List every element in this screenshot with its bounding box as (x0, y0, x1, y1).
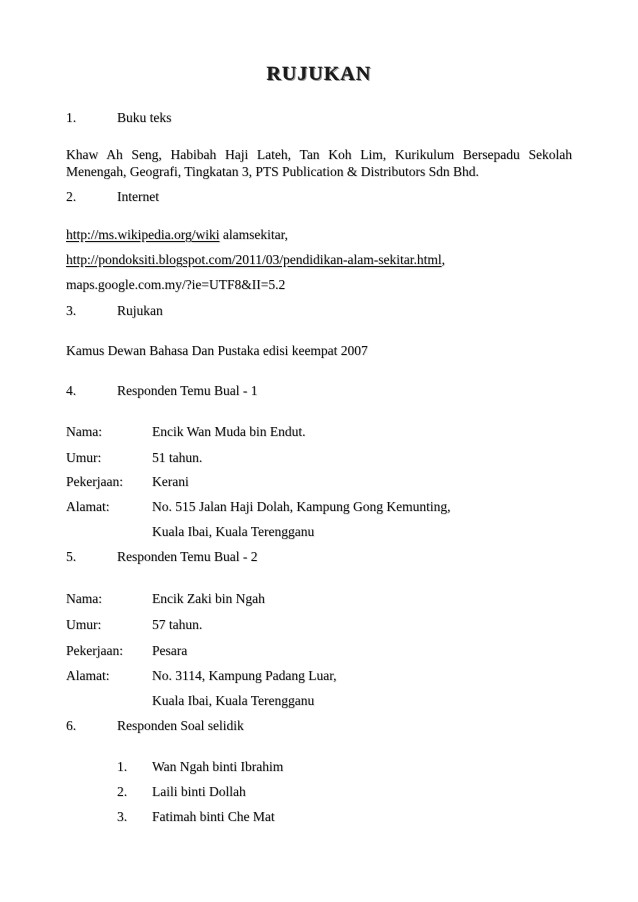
field-value-address: No. 515 Jalan Haji Dolah, Kampung Gong Kemunting, (152, 499, 451, 514)
section-heading-interview-2: Responden Temu Bual - 2 (117, 549, 258, 564)
field-label-occupation: Pekerjaan: (66, 474, 123, 489)
respondent-name: Fatimah binti Che Mat (152, 809, 275, 824)
respondent-name: Wan Ngah binti Ibrahim (152, 759, 284, 774)
respondent-name: Laili binti Dollah (152, 784, 246, 799)
section-heading-textbook: Buku teks (117, 110, 172, 125)
field-label-address: Alamat: (66, 668, 110, 683)
field-value-name: Encik Zaki bin Ngah (152, 591, 265, 606)
field-label-age: Umur: (66, 450, 102, 465)
field-label-name: Nama: (66, 591, 102, 606)
respondent-number: 2. (117, 784, 128, 799)
field-value-age: 51 tahun. (152, 450, 203, 465)
wikipedia-link[interactable]: http://ms.wikipedia.org/wiki (66, 227, 220, 242)
page-title: RUJUKAN (266, 63, 372, 85)
textbook-citation-line-2: Menengah, Geografi, Tingkatan 3, PTS Publication & Distributors Sdn Bhd. (66, 164, 479, 179)
section-number-interview-1: 4. (66, 383, 77, 398)
section-heading-internet: Internet (117, 189, 159, 204)
field-value-occupation: Pesara (152, 643, 188, 658)
field-value-name: Encik Wan Muda bin Endut. (152, 424, 306, 439)
respondent-number: 1. (117, 759, 128, 774)
section-number-internet: 2. (66, 189, 77, 204)
field-label-age: Umur: (66, 617, 102, 632)
internet-entry-maps: maps.google.com.my/?ie=UTF8&II=5.2 (66, 277, 286, 292)
field-label-address: Alamat: (66, 499, 110, 514)
internet-entry-text: alamsekitar, (219, 227, 288, 242)
section-number-reference: 3. (66, 303, 77, 318)
section-heading-interview-1: Responden Temu Bual - 1 (117, 383, 258, 398)
field-value-occupation: Kerani (152, 474, 189, 489)
internet-entry (66, 227, 288, 243)
textbook-citation-line-1: Khaw Ah Seng, Habibah Haji Lateh, Tan Koh Lim, Kurikulum Bersepadu Sekolah (66, 147, 572, 162)
section-heading-reference: Rujukan (117, 303, 163, 318)
section-number-interview-2: 5. (66, 549, 77, 564)
internet-entry (66, 252, 445, 268)
reference-citation: Kamus Dewan Bahasa Dan Pustaka edisi keempat 2007 (66, 343, 368, 358)
section-heading-survey: Responden Soal selidik (117, 718, 244, 733)
field-value-address-line-2: Kuala Ibai, Kuala Terengganu (152, 693, 315, 708)
section-number-survey: 6. (66, 718, 77, 733)
field-value-age: 57 tahun. (152, 617, 203, 632)
internet-entry-text: , (441, 252, 445, 267)
section-number-textbook: 1. (66, 110, 77, 125)
field-label-occupation: Pekerjaan: (66, 643, 123, 658)
respondent-number: 3. (117, 809, 128, 824)
blogspot-link[interactable]: http://pondoksiti.blogspot.com/2011/03/pendidikan-alam-sekitar.html (66, 252, 442, 267)
field-value-address: No. 3114, Kampung Padang Luar, (152, 668, 337, 683)
field-value-address-line-2: Kuala Ibai, Kuala Terengganu (152, 524, 315, 539)
field-label-name: Nama: (66, 424, 102, 439)
